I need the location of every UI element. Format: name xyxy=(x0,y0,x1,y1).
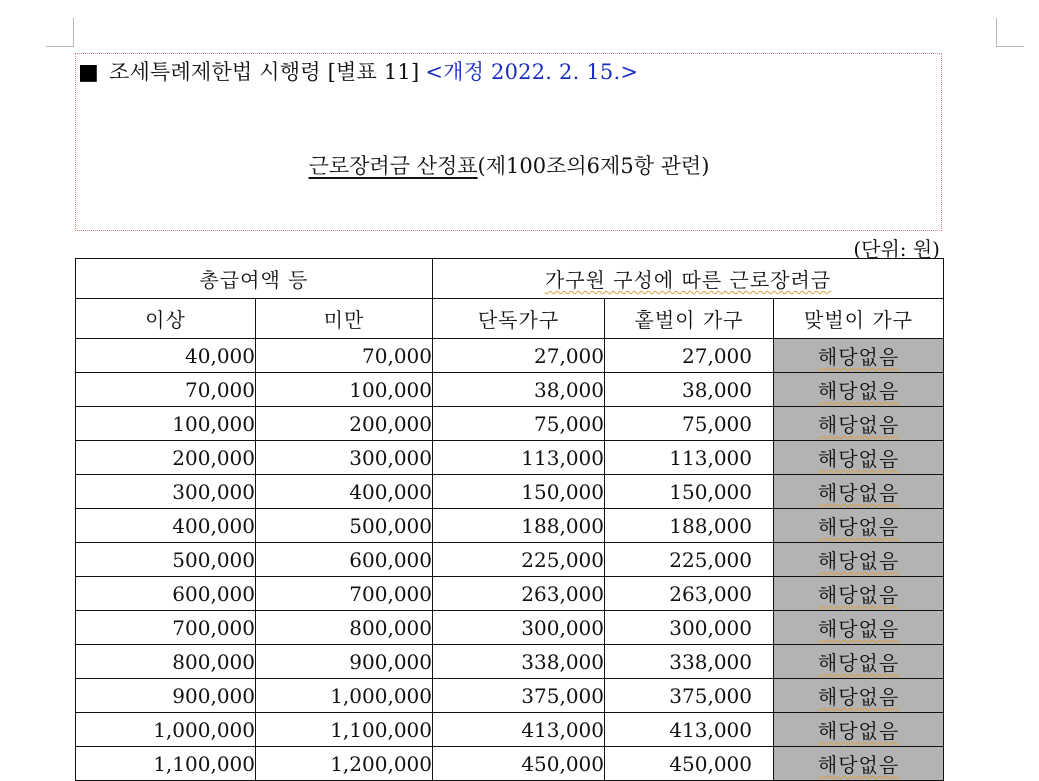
cell-dual-earner: 해당없음 xyxy=(774,339,944,373)
column-header-single: 단독가구 xyxy=(433,299,605,339)
cell-single: 27,000 xyxy=(433,339,605,373)
cell-min-income: 900,000 xyxy=(76,679,256,713)
cell-single: 113,000 xyxy=(433,441,605,475)
cell-dual-earner: 해당없음 xyxy=(774,441,944,475)
table-row xyxy=(76,373,944,407)
cell-dual-earner: 해당없음 xyxy=(774,543,944,577)
cell-max-income: 300,000 xyxy=(256,441,433,475)
cell-min-income: 200,000 xyxy=(76,441,256,475)
table-row xyxy=(76,679,944,713)
cell-single: 75,000 xyxy=(433,407,605,441)
cell-max-income: 70,000 xyxy=(256,339,433,373)
cell-single-earner: 27,000 xyxy=(605,339,774,373)
cell-max-income: 600,000 xyxy=(256,543,433,577)
group-header-incentive: 가구원 구성에 따른 근로장려금 xyxy=(433,259,944,299)
unit-note: (단위: 원) xyxy=(853,237,940,261)
cell-single-earner: 113,000 xyxy=(605,441,774,475)
group-header-income: 총급여액 등 xyxy=(76,259,433,299)
cell-min-income: 100,000 xyxy=(76,407,256,441)
cell-min-income: 700,000 xyxy=(76,611,256,645)
cell-dual-earner: 해당없음 xyxy=(774,407,944,441)
cell-single: 188,000 xyxy=(433,509,605,543)
cell-single-earner: 150,000 xyxy=(605,475,774,509)
law-reference-line xyxy=(78,56,638,86)
cell-single: 263,000 xyxy=(433,577,605,611)
cell-min-income: 300,000 xyxy=(76,475,256,509)
page-corner-mark-right xyxy=(996,18,1024,47)
cell-single: 375,000 xyxy=(433,679,605,713)
table-row xyxy=(76,441,944,475)
cell-min-income: 1,100,000 xyxy=(76,747,256,781)
cell-single-earner: 300,000 xyxy=(605,611,774,645)
cell-dual-earner: 해당없음 xyxy=(774,645,944,679)
cell-max-income: 500,000 xyxy=(256,509,433,543)
column-header-min: 이상 xyxy=(76,299,256,339)
cell-single: 413,000 xyxy=(433,713,605,747)
table-row xyxy=(76,543,944,577)
table-column-header-row xyxy=(76,299,944,339)
cell-single: 225,000 xyxy=(433,543,605,577)
cell-dual-earner: 해당없음 xyxy=(774,611,944,645)
cell-dual-earner: 해당없음 xyxy=(774,509,944,543)
column-header-max: 미만 xyxy=(256,299,433,339)
document-title-main: 근로장려금 산정표 xyxy=(308,154,478,178)
cell-single-earner: 413,000 xyxy=(605,713,774,747)
cell-single-earner: 263,000 xyxy=(605,577,774,611)
cell-single-earner: 188,000 xyxy=(605,509,774,543)
cell-max-income: 1,200,000 xyxy=(256,747,433,781)
cell-single-earner: 375,000 xyxy=(605,679,774,713)
table-row xyxy=(76,475,944,509)
cell-max-income: 1,100,000 xyxy=(256,713,433,747)
cell-min-income: 800,000 xyxy=(76,645,256,679)
cell-single: 150,000 xyxy=(433,475,605,509)
document-title xyxy=(0,150,1018,180)
table-group-header-row xyxy=(76,259,944,299)
cell-max-income: 100,000 xyxy=(256,373,433,407)
cell-single: 38,000 xyxy=(433,373,605,407)
law-title: 조세특례제한법 시행령 [별표 11] xyxy=(109,60,420,84)
cell-dual-earner: 해당없음 xyxy=(774,475,944,509)
cell-single: 450,000 xyxy=(433,747,605,781)
cell-min-income: 1,000,000 xyxy=(76,713,256,747)
table-row xyxy=(76,577,944,611)
cell-max-income: 900,000 xyxy=(256,645,433,679)
table-row xyxy=(76,509,944,543)
cell-single: 338,000 xyxy=(433,645,605,679)
cell-dual-earner: 해당없음 xyxy=(774,679,944,713)
cell-dual-earner: 해당없음 xyxy=(774,713,944,747)
cell-dual-earner: 해당없음 xyxy=(774,373,944,407)
cell-single-earner: 338,000 xyxy=(605,645,774,679)
page-corner-mark-left xyxy=(46,18,74,47)
black-square-icon: ■ xyxy=(78,60,99,85)
table-row xyxy=(76,713,944,747)
cell-single-earner: 38,000 xyxy=(605,373,774,407)
cell-min-income: 400,000 xyxy=(76,509,256,543)
cell-dual-earner: 해당없음 xyxy=(774,577,944,611)
cell-max-income: 700,000 xyxy=(256,577,433,611)
cell-dual-earner: 해당없음 xyxy=(774,747,944,781)
cell-min-income: 40,000 xyxy=(76,339,256,373)
table-row xyxy=(76,611,944,645)
cell-max-income: 1,000,000 xyxy=(256,679,433,713)
cell-single-earner: 450,000 xyxy=(605,747,774,781)
cell-min-income: 500,000 xyxy=(76,543,256,577)
amendment-date: <개정 2022. 2. 15.> xyxy=(425,60,639,84)
document-title-suffix: (제100조의6제5항 관련) xyxy=(477,154,710,178)
table-row xyxy=(76,645,944,679)
table-row xyxy=(76,407,944,441)
column-header-dual-earner: 맞벌이 가구 xyxy=(774,299,944,339)
cell-max-income: 800,000 xyxy=(256,611,433,645)
table-row xyxy=(76,339,944,373)
cell-min-income: 600,000 xyxy=(76,577,256,611)
cell-max-income: 200,000 xyxy=(256,407,433,441)
column-header-single-earner: 홑벌이 가구 xyxy=(605,299,774,339)
cell-max-income: 400,000 xyxy=(256,475,433,509)
cell-min-income: 70,000 xyxy=(76,373,256,407)
cell-single-earner: 75,000 xyxy=(605,407,774,441)
table-row xyxy=(76,747,944,781)
incentive-table xyxy=(75,258,944,781)
cell-single-earner: 225,000 xyxy=(605,543,774,577)
cell-single: 300,000 xyxy=(433,611,605,645)
